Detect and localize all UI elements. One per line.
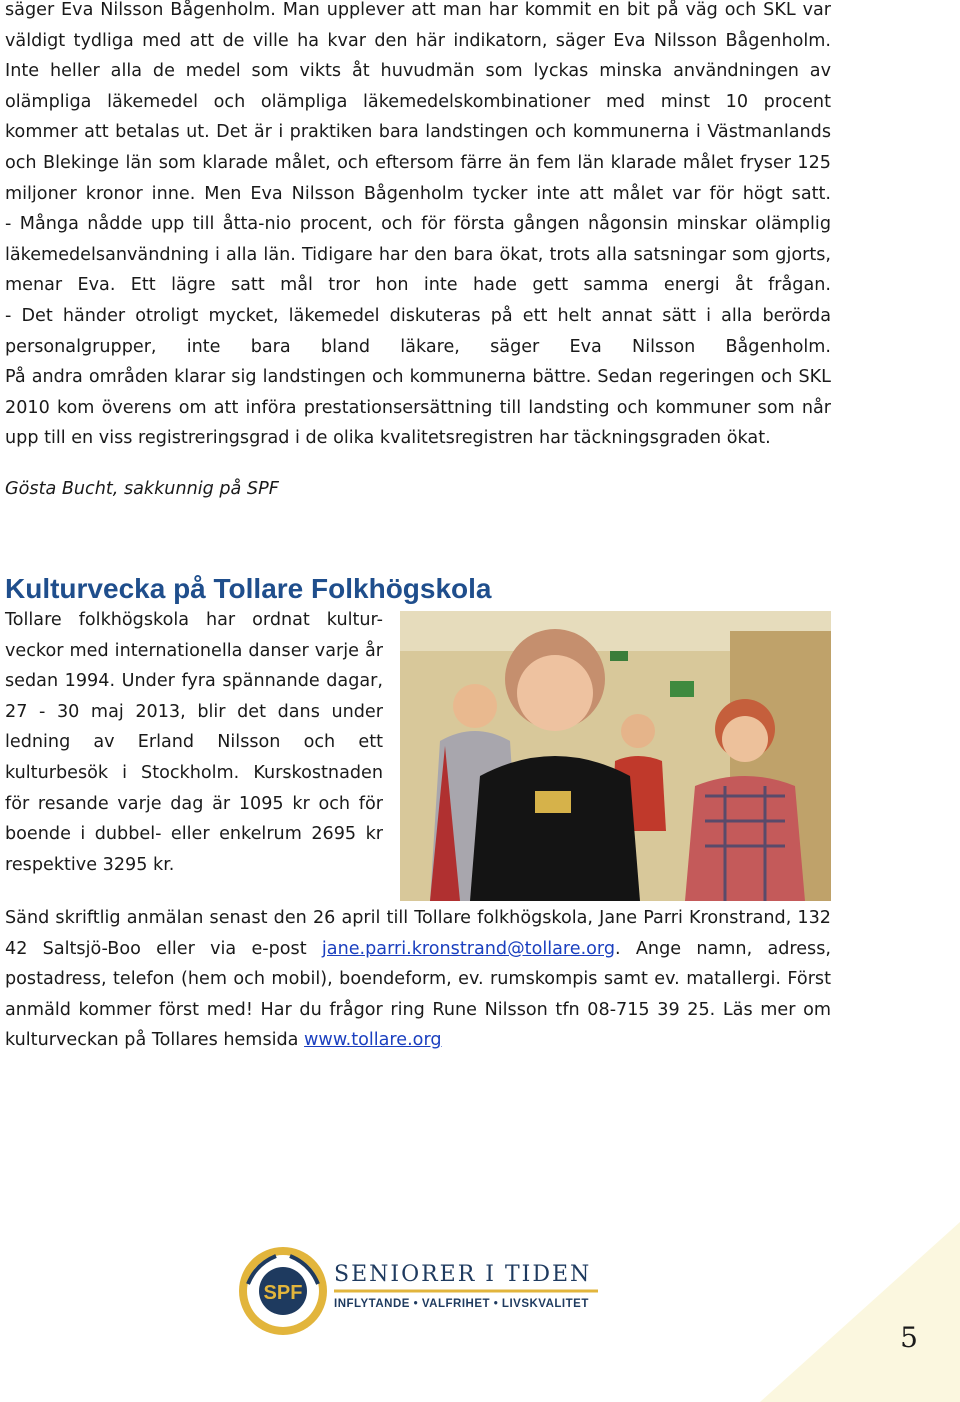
page-corner-decoration [760,1222,960,1402]
column-line: Tollare folkhögskola har ordnat kultur- [5,610,383,630]
article-column-text [5,605,383,880]
column-line: 27 - 30 maj 2013, blir det dans under [5,701,383,722]
logo-tagline: INFLYTANDE • VALFRIHET • LIVSKVALITET [334,1298,589,1310]
column-line: veckor med internationella danser varje år [5,640,383,661]
intro-line: 2010 kom överens om att införa prestationsersättning till landsting och kommuner som når [5,397,831,418]
intro-line: miljoner kronor inne. Men Eva Nilsson Bågenholm tycker inte att målet var för högt satt. [5,183,831,204]
column-line: respektive 3295 kr. [5,854,175,875]
dance-photo [400,611,831,901]
column-line: sedan 1994. Under fyra spännande dagar, [5,671,383,692]
signup-line: anmäld kommer först med! Har du frågor ring Rune Nilsson tfn 08-715 39 25. Läs mer om [5,999,831,1020]
page-number: 5 [900,1321,918,1354]
intro-line: väldigt tydliga med att de ville ha kvar den här indikatorn, säger Eva Nilsson Bågenholm. [5,30,831,51]
signup-line: postadress, telefon (hem och mobil), boendeform, ev. rumskompis samt ev. matallergi. Först [5,969,831,990]
intro-line: personalgrupper, inte bara bland läkare, säger Eva Nilsson Bågenholm. [5,336,831,357]
logo-title: SENIORER I TIDEN [334,1262,592,1287]
intro-line: olämpliga läkemedel och olämpliga läkemedelskombinationer med minst 10 procent [5,91,831,112]
intro-line: - Det händer otroligt mycket, läkemedel diskuteras på ett helt annat sätt i alla berörda [5,305,831,326]
signup-text: . Ange namn, adress, [615,938,831,959]
column-line: för resande varje dag är 1095 kr och för [5,793,383,814]
intro-line: och Blekinge län som klarade målet, och eftersom färre än fem län klarade målet fryser 125 [5,152,831,173]
column-line: kulturbesök i Stockholm. Kurskostnaden [5,762,383,783]
intro-line: upp till en viss registreringsgrad i de olika kvalitetsregistren har täckningsgraden ökat. [5,428,771,449]
email-link[interactable]: jane.parri.kronstrand@tollare.org [321,938,616,959]
signup-paragraph [5,903,831,1056]
intro-line: säger Eva Nilsson Bågenholm. Man upplever att man har kommit en bit på väg och SKL var [5,0,831,20]
signup-text: 42 Saltsjö-Boo eller via e-post [5,938,322,959]
intro-line: - Många nådde upp till åtta-nio procent, och för första gången någonsin minskar olämplig [5,214,831,235]
intro-paragraph [5,0,831,454]
logo-badge-text: SPF [263,1282,303,1304]
intro-line: menar Eva. Ett lägre satt mål tror hon inte hade gett samma energi åt frågan. [5,275,831,296]
intro-line: Inte heller alla de medel som vikts åt huvudmän som lyckas minska användningen av [5,61,831,82]
intro-line: kommer att betalas ut. Det är i praktiken bara landstingen och kommunerna i Västmanlands [5,122,831,143]
signup-line: Sänd skriftlig anmälan senast den 26 april till Tollare folkhögskola, Jane Parri Kronstrand, 132 [5,908,831,928]
website-link[interactable]: www.tollare.org [304,1030,442,1051]
intro-line: På andra områden klarar sig landstingen och kommunerna bättre. Sedan regeringen och SKL [5,367,831,388]
intro-line: läkemedelsanvändning i alla län. Tidigare har den bara ökat, trots alla satsningar som gjorts, [5,244,831,265]
signup-text: kulturveckan på Tollares hemsida [5,1030,305,1051]
article-heading: Kulturvecka på Tollare Folkhögskola [5,573,492,604]
signup-line [5,1025,831,1056]
spf-logo [236,1244,616,1339]
column-line: ledning av Erland Nilsson och ett [5,732,383,753]
column-line: boende i dubbel- eller enkelrum 2695 kr [5,824,383,845]
author-signature: Gösta Bucht, sakkunnig på SPF [5,479,279,499]
signup-line [5,934,831,965]
